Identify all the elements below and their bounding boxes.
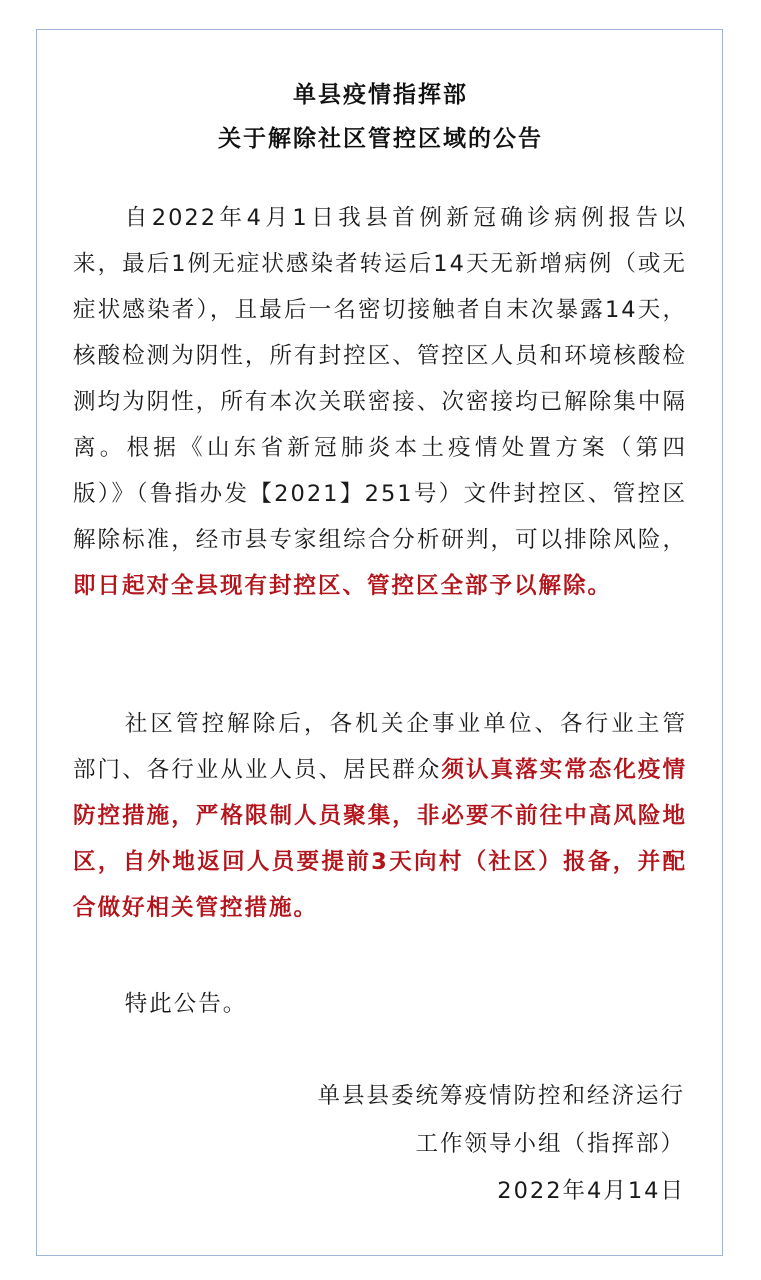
signature-group: 工作领导小组（指挥部） [415, 1131, 685, 1157]
notice-title-issuer: 单县疫情指挥部 [293, 82, 468, 108]
paragraph-closing: 特此公告。 [124, 991, 248, 1017]
paragraph-requirements-text: 社区管控解除后，各机关企事业单位、各行业主管部门、各行业从业人员、居民群众 [73, 711, 687, 783]
paragraph-requirements-emphasis: 须认真落实常态化疫情防控措施，严格限制人员聚集，非必要不前往中高风险地区，自外地返回人员要提前3天向村（社区）报备，并配合做好相关管控措施。 [73, 757, 687, 921]
signature-organization: 单县县委统筹疫情防控和经济运行 [317, 1083, 685, 1109]
paragraph-background-emphasis: 即日起对全县现有封控区、管控区全部予以解除。 [73, 573, 613, 599]
paragraph-requirements [73, 701, 687, 931]
notice-title-subject: 关于解除社区管控区域的公告 [218, 126, 543, 152]
paragraph-background-text: 自2022年4月1日我县首例新冠确诊病例报告以来，最后1例无症状感染者转运后14天无新增病例（或无症状感染者），且最后一名密切接触者自末次暴露14天，核酸检测为阴性，所有封控区、管控区人员和环境核酸检测均为阴性，所有本次关联密接、次密接均已解除集中隔离。根据《山东省新冠肺炎本土疫情处置方案（第四版）》（鲁指办发【2021】251号）文件封控区、管控区解除标准，经市县专家组综合分析研判，可以排除风险， [73, 205, 687, 553]
signature-date: 2022年4月14日 [497, 1178, 685, 1204]
paragraph-background [73, 195, 687, 609]
